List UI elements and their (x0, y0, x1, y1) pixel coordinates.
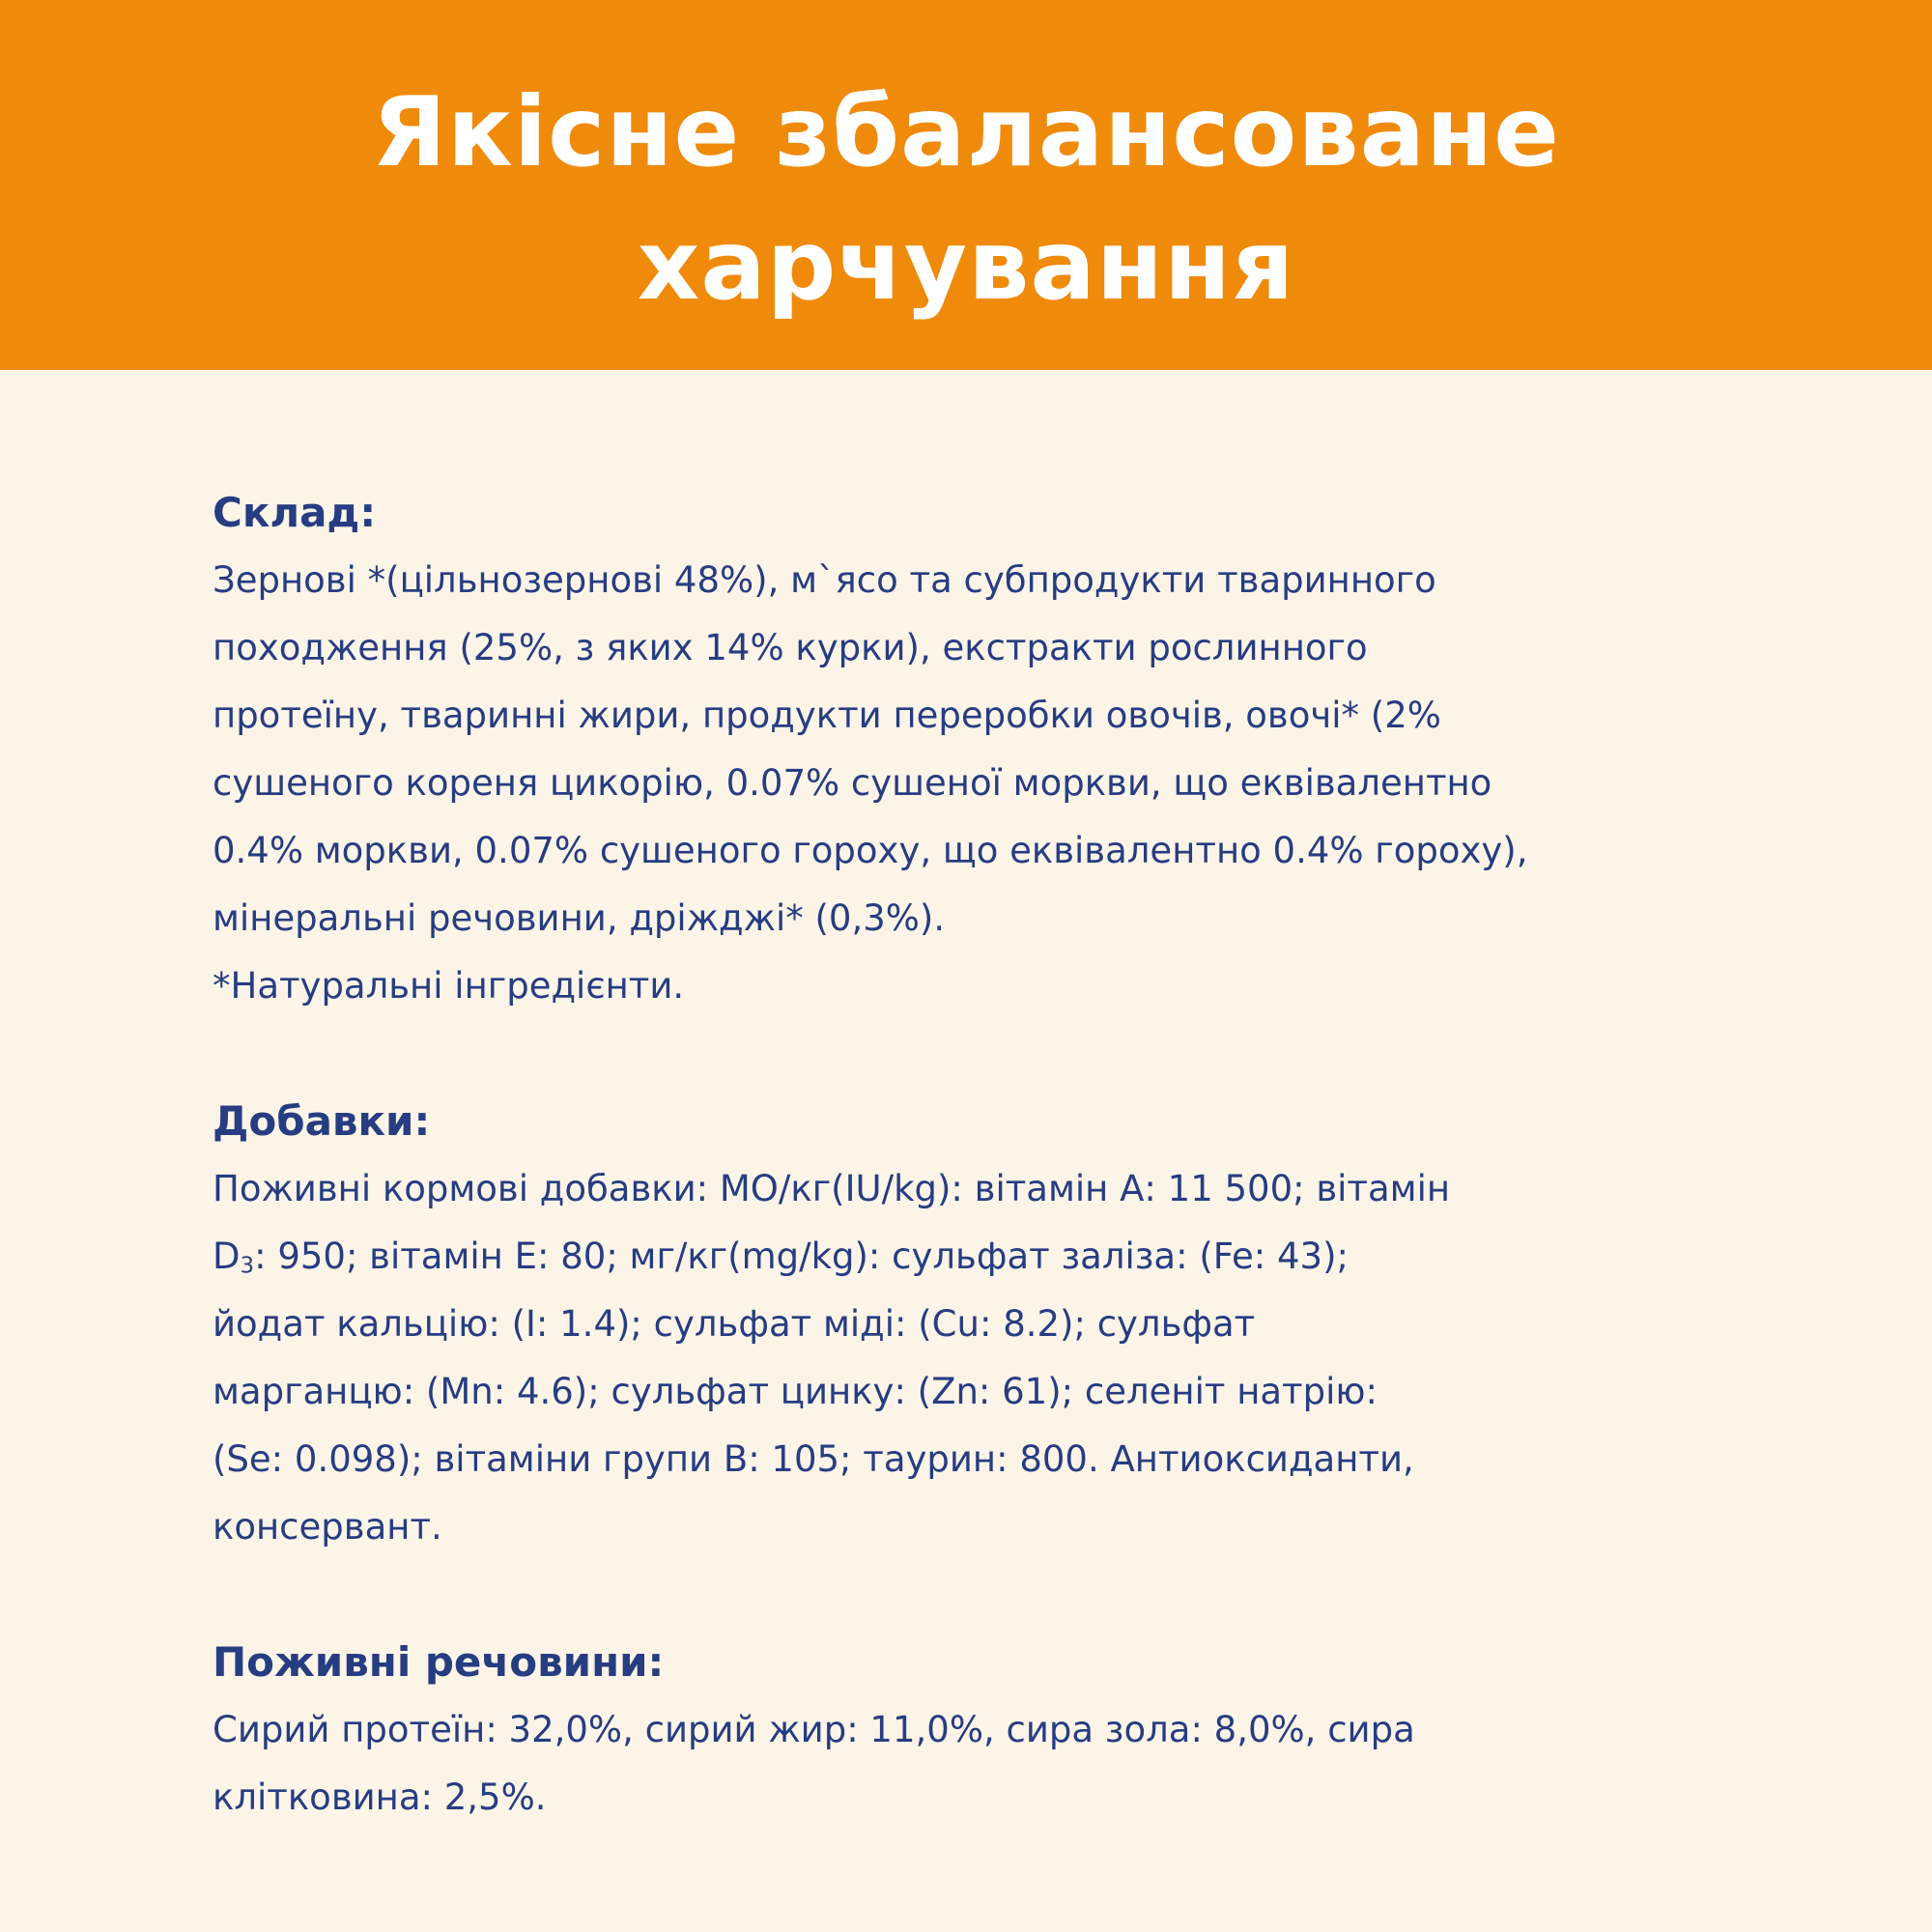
composition-heading: Склад: (213, 489, 377, 536)
additives-section (213, 1088, 1758, 1561)
additives-line: консервант. (213, 1506, 442, 1548)
nutrients-line: клітковина: 2,5%. (213, 1776, 547, 1818)
additives-line: (Se: 0.098); вітаміни групи В: 105; таурин: 800. Антиоксиданти, (213, 1438, 1414, 1480)
title-line: харчування (637, 209, 1295, 322)
title-line: Якісне збалансоване (371, 75, 1561, 188)
additives-line: йодат кальцію: (I: 1.4); сульфат міді: (Cu: 8.2); сульфат (213, 1303, 1256, 1345)
composition-line: походження (25%, з яких 14% курки), екстракти рослинного (213, 627, 1368, 668)
nutrients-text (213, 1696, 1758, 1832)
composition-line: Зернові *(цільнозернові 48%), м`ясо та субпродукти тваринного (213, 559, 1436, 601)
composition-line: 0.4% моркви, 0.07% сушеного гороху, що еквівалентно 0.4% гороху), (213, 830, 1528, 871)
additives-line-rest: : 950; вітамін Е: 80; мг/кг(mg/kg): сульфат заліза: (Fe: 43); (254, 1236, 1349, 1277)
nutrients-heading: Поживні речовини: (213, 1638, 665, 1686)
content-area (213, 479, 1758, 1832)
nutrients-line: Сирий протеїн: 32,0%, сирий жир: 11,0%, сира зола: 8,0%, сира (213, 1709, 1415, 1750)
additives-heading: Добавки: (213, 1097, 431, 1145)
additives-line: марганцю: (Mn: 4.6); сульфат цинку: (Zn: 61); селеніт натрію: (213, 1371, 1378, 1412)
additives-line: Поживні кормові добавки: МО/кг(IU/kg): вітамін А: 11 500; вітамін (213, 1168, 1451, 1209)
natural-ingredients-note: *Натуральні інгредієнти. (213, 965, 685, 1007)
additives-line (213, 1223, 1758, 1291)
composition-line: протеїну, тваринні жири, продукти переробки овочів, овочі* (2% (213, 695, 1441, 736)
composition-section (213, 479, 1758, 1020)
vitamin-d-symbol: D (213, 1236, 241, 1277)
nutrients-section (213, 1629, 1758, 1832)
vitamin-d-subscript: 3 (240, 1253, 255, 1279)
header-band (0, 0, 1932, 370)
composition-line: сушеного кореня цикорію, 0.07% сушеної моркви, що еквівалентно (213, 762, 1492, 804)
page-title (0, 66, 1932, 332)
composition-line: мінеральні речовини, дріжджі* (0,3%). (213, 897, 946, 939)
composition-text (213, 547, 1758, 1020)
additives-text (213, 1155, 1758, 1561)
